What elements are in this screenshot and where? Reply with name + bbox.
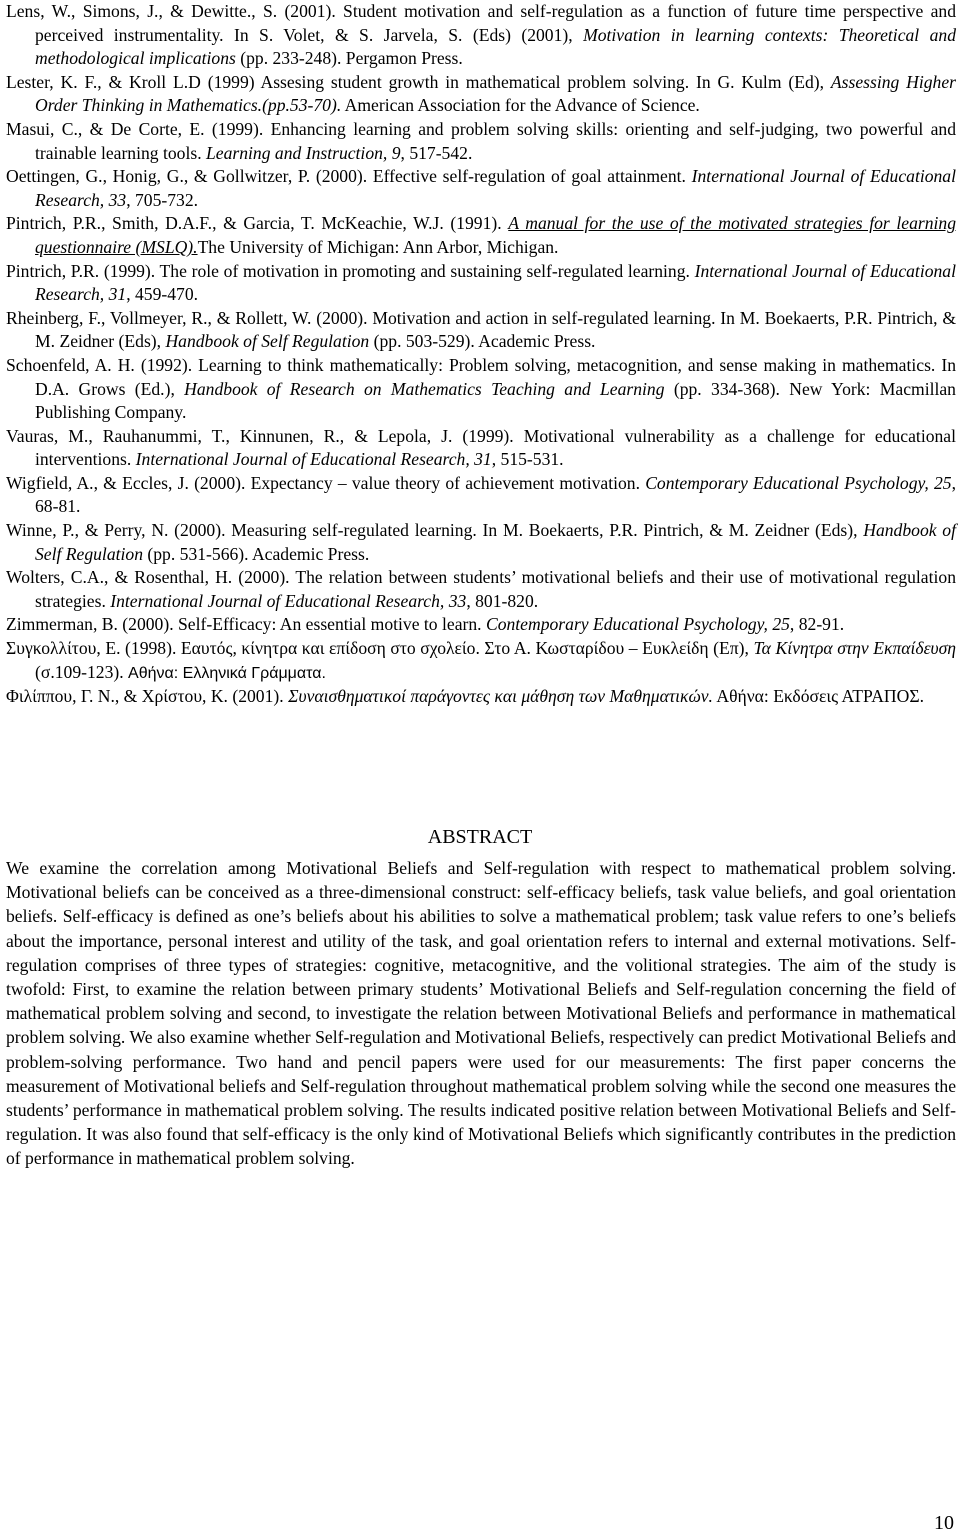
reference-lester: [6, 71, 956, 118]
ref-text: (pp. 233-248). Pergamon Press.: [235, 48, 463, 69]
reference-wolters: [6, 566, 956, 613]
ref-text: , 515-531.: [491, 449, 564, 470]
reference-rheinberg: [6, 307, 956, 354]
ref-title-italic: International Journal of Educational Research, 33: [35, 166, 956, 210]
reference-oettingen: [6, 165, 956, 212]
reference-winne: [6, 519, 956, 566]
ref-text: Pintrich, P.R., Smith, D.A.F., & Garcia, T. McKeachie, W.J. (1991).: [6, 213, 509, 234]
ref-text: Lens, W., Simons, J., & Dewitte., S. (2001). Student motivation and self-regulation as a function of future time perspective and perceived instrumentality. In S. Volet, & S. Jarvela, S. (Eds) (2001),: [6, 1, 956, 45]
ref-text: Φιλίππου, Γ. Ν., & Χρίστου, Κ. (2001).: [6, 686, 289, 707]
ref-title-italic: Contemporary Educational Psychology, 25: [645, 472, 952, 493]
ref-title-italic: Assessing Higher Order Thinking in Mathematics.(pp.53-70).: [35, 71, 956, 116]
ref-text: Masui, C., & De Corte, E. (1999). Enhancing learning and problem solving skills: orienting and self-judging, two powerful and trainable learning tools.: [6, 118, 956, 163]
ref-title-italic: Contemporary Educational Psychology, 25: [485, 614, 790, 635]
ref-text: (pp. 531-566). Academic Press.: [143, 543, 370, 564]
ref-text: , 705-732.: [126, 189, 199, 210]
reference-pintrich-1999: [6, 260, 956, 307]
reference-filippou: [6, 685, 956, 709]
ref-title-italic: Handbook of Self Regulation: [35, 520, 956, 564]
ref-title-italic: Συναισθηματικοί παράγοντες και μάθηση των Μαθηματικών.: [288, 686, 713, 707]
ref-title-italic: Learning and Instruction, 9: [206, 142, 401, 163]
ref-text: Lester, K. F., & Kroll L.D (1999) Assesing student growth in mathematical problem solving. In G. Kulm (Ed),: [6, 71, 831, 92]
ref-text: Pintrich, P.R. (1999). The role of motivation in promoting and sustaining self-regulated learning.: [6, 260, 695, 281]
ref-text: Schoenfeld, A. H. (1992). Learning to think mathematically: Problem solving, metacognition, and sense making in mathematics. In D.A. Grows (Ed.),: [6, 354, 956, 399]
ref-publisher-sans: Αθήνα: Ελληνικά Γράμματα.: [128, 664, 326, 682]
ref-text: Rheinberg, F., Vollmeyer, R., & Rollett, W. (2000). Motivation and action in self-regulated learning. In M. Boekaerts, P.R. Pintrich, & M. Zeidner (Eds),: [6, 307, 956, 352]
ref-text: Συγκολλίτου, Ε. (1998). Εαυτός, κίνητρα και επίδοση στο σχολείο. Στο Α. Κωσταρίδου – Ευκλείδη (Επ),: [6, 638, 754, 659]
ref-title-italic: Motivation in learning contexts: Theoretical and methodological implications: [35, 24, 956, 69]
reference-lens: [6, 0, 956, 71]
ref-text: Αθήνα: Εκδόσεις ΑΤΡΑΠΟΣ.: [712, 686, 924, 707]
ref-text: American Association for the Advance of Science.: [341, 95, 700, 116]
reference-wigfield: [6, 472, 956, 519]
reference-zimmerman: [6, 613, 956, 637]
ref-text: The University of Michigan: Ann Arbor, Michigan.: [197, 236, 559, 257]
ref-title-italic: Handbook of Research on Mathematics Teaching and Learning: [184, 378, 665, 399]
ref-text: , 517-542.: [400, 142, 473, 163]
ref-text: (pp. 334-368). New York: Macmillan Publishing Company.: [35, 378, 956, 423]
ref-text: , 459-470.: [126, 284, 199, 305]
page-number: 10: [934, 1512, 954, 1534]
ref-title-italic: International Journal of Educational Research, 31: [35, 260, 956, 305]
reference-pintrich-1991: [6, 212, 956, 259]
ref-title-italic: Τα Κίνητρα στην Εκπαίδευση: [753, 638, 956, 659]
ref-title-italic-underline: A manual for the use of the motivated strategies for learning questionnaire (MSLQ).: [35, 213, 956, 257]
reference-sygkollitou: [6, 637, 956, 685]
ref-title-italic: International Journal of Educational Research, 31: [135, 449, 492, 470]
ref-text: Vauras, M., Rauhanummi, T., Kinnunen, R., & Lepola, J. (1999). Motivational vulnerability as a challenge for educational interventions.: [6, 425, 956, 470]
ref-text: Oettingen, G., Honig, G., & Gollwitzer, P. (2000). Effective self-regulation of goal attainment.: [6, 166, 692, 187]
ref-text: Wolters, C.A., & Rosenthal, H. (2000). The relation between students’ motivational beliefs and their use of motivational regulation strategies.: [6, 567, 956, 611]
reference-list: [6, 0, 956, 709]
ref-title-italic: International Journal of Educational Research, 33: [110, 590, 467, 611]
ref-text: (pp. 503-529). Academic Press.: [369, 331, 596, 352]
reference-schoenfeld: [6, 354, 956, 425]
ref-text: , 82-91.: [789, 614, 845, 635]
reference-vauras: [6, 425, 956, 472]
ref-text: , 801-820.: [466, 590, 539, 611]
ref-text: Zimmerman, B. (2000). Self-Efficacy: An essential motive to learn.: [6, 614, 486, 635]
abstract-body: We examine the correlation among Motivational Beliefs and Self-regulation with respect to mathematical problem solving. Motivational beliefs can be conceived as a three-dimensional construct: self-efficacy beliefs, task value beliefs, and goal orientation beliefs. Self-efficacy is defined as one’s beliefs about his abilities to solve a mathematical problem; task value refers to one’s beliefs about the importance, personal interest and utility of the task, and goal orientation refers to internal and external motivations. Self-regulation comprises of three types of strategies: cognitive, metacognitive, and the volitional strategies. The aim of the study is twofold: First, to examine the relation between primary students’ Motivational Beliefs and Self-regulation concerning the field of mathematical problem solving and second, to investigate the relation between Motivational Beliefs and performance in mathematical problem solving. We also examine whether Self-regulation and Motivational Beliefs, respectively can predict Motivational Beliefs and problem-solving performance. Two hand and pencil papers were used for our measurements: The first paper concerns the measurement of Motivational beliefs and Self-regulation throughout mathematical problem solving while the second one measures the students’ performance in mathematical problem solving. The results indicated positive relation between Motivational Beliefs and Self-regulation. It was also found that self-efficacy is the only kind of Motivational Beliefs which significantly contributes in the prediction of performance in mathematical problem solving.: [6, 858, 956, 1169]
abstract-heading: ABSTRACT: [427, 826, 533, 848]
ref-text: Wigfield, A., & Eccles, J. (2000). Expectancy – value theory of achievement motivation.: [6, 472, 646, 493]
ref-title-italic: Handbook of Self Regulation: [165, 331, 370, 352]
ref-text: Winne, P., & Perry, N. (2000). Measuring self-regulated learning. In M. Boekaerts, P.R. Pintrich, & M. Zeidner (Eds),: [6, 520, 864, 541]
reference-masui: [6, 118, 956, 165]
ref-text: , 68-81.: [35, 472, 956, 517]
ref-text: (σ.109-123).: [35, 661, 129, 682]
